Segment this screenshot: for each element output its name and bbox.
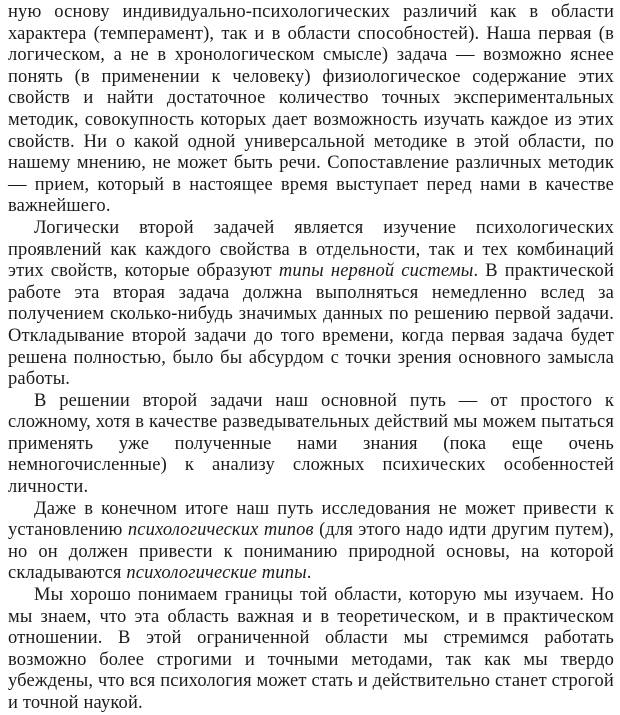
paragraph-4-text-a: Даже в конечном итоге наш путь исследования не может привести к установлению: [8, 498, 614, 541]
paragraph-3-text: В решении второй задачи наш основной путь — от простого к сложному, хотя в качестве разведывательных действий мы можем пытаться применять уже полученные нами знания (пока еще очень немногочисленные) к анализу сложных психических особенностей личности.: [8, 390, 614, 498]
paragraph-2-text-b: . В практической работе эта вторая задача должна выполняться немедленно вслед за получением сколько-нибудь значимых данных по решению первой задачи. Откладывание второй задачи до того времени, когда первая задача будет решена полностью, было бы абсурдом с точки зрения основного замысла работы.: [8, 261, 615, 390]
paragraph-5: [8, 585, 614, 715]
paragraph-4: [8, 499, 614, 585]
paragraph-4-text-b: (для этого надо идти другим путем), но он должен привести к пониманию природной основы, на которой складываются: [8, 520, 615, 584]
paragraph-4-italic-term-1: психологических типов: [127, 520, 314, 541]
paragraph-2-italic-term: типы нервной системы: [278, 261, 474, 282]
paragraph-2: [8, 218, 614, 391]
paragraph-3: [8, 391, 614, 499]
paragraph-2-text-a: Логически второй задачей является изучение психологических проявлений как каждого свойства в отдельности, так и тех комбинаций этих свойств, которые образуют: [8, 217, 614, 282]
paragraph-5-text: Мы хорошо понимаем границы той области, которую мы изучаем. Но мы знаем, что эта область важная и в теоретическом, и в практическом отношении. В этой ограниченной области мы стремимся работать возможно более строгими и точными методами, так как мы твердо убеждены, что вся психология может стать и действительно станет строгой и точной наукой.: [8, 585, 614, 713]
paragraph-1: [8, 2, 614, 218]
paragraph-4-italic-term-2: психологические типы: [126, 563, 307, 584]
paragraph-1-text: ную основу индивидуально-психологических различий как в области характера (темперамент), так и в области способностей). Наша первая (в логическом, а не в хронологическом смысле) задача — возможно яснее понять (в применении к человеку) физиологическое содержание этих свойств и найти достаточное количество точных экспериментальных методик, совокупность которых дает возможность изучать каждое из этих свойств. Ни о какой одной универсальной методике в этой области, по нашему мнению, не может быть речи. Сопоставление различных методик — прием, который в настоящее время выступает перед нами в качестве важнейшего.: [8, 2, 614, 217]
paragraph-4-text-c: .: [306, 563, 312, 584]
